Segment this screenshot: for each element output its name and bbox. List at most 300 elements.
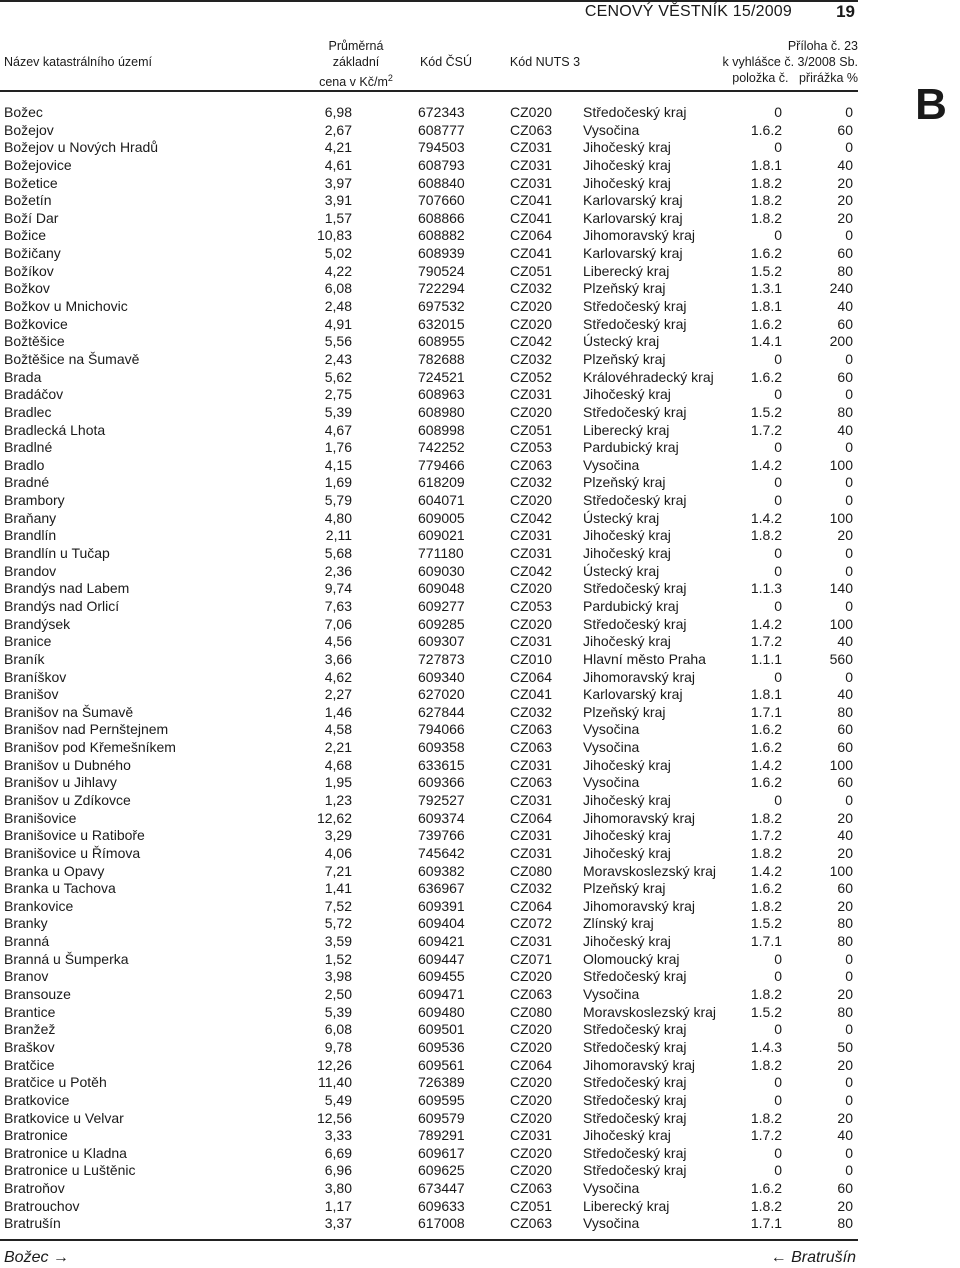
average-price: 5,39 (324, 403, 352, 420)
table-row (0, 686, 858, 704)
price-table (0, 104, 858, 1233)
nuts-code: CZ031 (510, 156, 553, 173)
header-csu-code: Kód ČSÚ (419, 55, 473, 69)
cadastral-name: Brandýsek (4, 615, 71, 632)
csu-code: 609480 (418, 1003, 465, 1020)
surcharge-percent: 20 (837, 1109, 853, 1126)
footer-first-entry: Božec → (4, 1249, 69, 1266)
csu-code: 609625 (418, 1162, 465, 1179)
csu-code: 609030 (418, 562, 465, 579)
nuts-code: CZ020 (510, 615, 553, 632)
table-row (0, 457, 858, 475)
average-price: 1,69 (324, 474, 352, 491)
item-number: 1.4.1 (750, 333, 782, 350)
region: Jihočeský kraj (583, 791, 671, 808)
cadastral-name: Božkov (4, 280, 50, 297)
average-price: 3,29 (324, 827, 352, 844)
nuts-code: CZ020 (510, 1109, 553, 1126)
item-number: 1.4.2 (750, 756, 782, 773)
average-price: 7,06 (324, 615, 352, 632)
average-price: 6,69 (324, 1144, 352, 1161)
cadastral-name: Brandýs nad Orlicí (4, 597, 120, 614)
surcharge-percent: 40 (837, 1127, 853, 1144)
surcharge-percent: 0 (845, 597, 853, 614)
average-price: 7,21 (324, 862, 352, 879)
nuts-code: CZ032 (510, 280, 553, 297)
cadastral-name: Branišov pod Křemešníkem (4, 739, 176, 756)
item-number: 1.8.1 (750, 156, 782, 173)
item-number: 1.4.2 (750, 615, 782, 632)
region: Středočeský kraj (583, 580, 687, 597)
nuts-code: CZ032 (510, 474, 553, 491)
csu-code: 742252 (418, 439, 465, 456)
average-price: 2,43 (324, 350, 352, 367)
item-number: 1.8.2 (750, 897, 782, 914)
item-number: 0 (774, 791, 782, 808)
cadastral-name: Brandov (4, 562, 57, 579)
cadastral-name: Bradlo (4, 456, 45, 473)
nuts-code: CZ053 (510, 597, 553, 614)
average-price: 1,23 (324, 791, 352, 808)
cadastral-name: Branišovice u Římova (4, 844, 141, 861)
average-price: 3,33 (324, 1127, 352, 1144)
average-price: 4,58 (324, 721, 352, 738)
table-row (0, 474, 858, 492)
table-row (0, 1039, 858, 1057)
surcharge-percent: 20 (837, 192, 853, 209)
region: Ústecký kraj (583, 562, 660, 579)
table-row (0, 951, 858, 969)
table-row (0, 316, 858, 334)
nuts-code: CZ063 (510, 121, 553, 138)
region: Středočeský kraj (583, 968, 687, 985)
surcharge-percent: 140 (829, 580, 853, 597)
cadastral-name: Bradáčov (4, 386, 64, 403)
surcharge-percent: 100 (829, 615, 853, 632)
csu-code: 609374 (418, 809, 465, 826)
surcharge-percent: 0 (845, 350, 853, 367)
average-price: 9,78 (324, 1038, 352, 1055)
average-price: 7,63 (324, 597, 352, 614)
csu-code: 609307 (418, 633, 465, 650)
cadastral-name: Bratkovice u Velvar (4, 1109, 124, 1126)
average-price: 4,91 (324, 315, 352, 332)
region: Moravskoslezský kraj (583, 862, 717, 879)
average-price: 9,74 (324, 580, 352, 597)
csu-code: 636967 (418, 880, 465, 897)
cadastral-name: Božec (4, 104, 43, 120)
nuts-code: CZ063 (510, 774, 553, 791)
table-row (0, 122, 858, 140)
region: Hlavní město Praha (583, 650, 706, 667)
nuts-code: CZ031 (510, 386, 553, 403)
item-number: 1.5.2 (750, 915, 782, 932)
nuts-code: CZ031 (510, 756, 553, 773)
table-row (0, 1215, 858, 1233)
item-number: 1.1.1 (750, 650, 782, 667)
region: Středočeský kraj (583, 1144, 687, 1161)
item-number: 1.4.2 (750, 456, 782, 473)
surcharge-percent: 60 (837, 121, 853, 138)
average-price: 2,50 (324, 986, 352, 1003)
nuts-code: CZ063 (510, 1180, 553, 1197)
item-number: 1.6.2 (750, 739, 782, 756)
average-price: 2,36 (324, 562, 352, 579)
region: Jihočeský kraj (583, 827, 671, 844)
average-price: 1,41 (324, 880, 352, 897)
item-number: 1.7.1 (750, 703, 782, 720)
table-row (0, 139, 858, 157)
csu-code: 792527 (418, 791, 465, 808)
average-price: 4,56 (324, 633, 352, 650)
table-row (0, 915, 858, 933)
surcharge-percent: 20 (837, 986, 853, 1003)
header-price-superscript: 2 (387, 73, 393, 83)
table-row (0, 369, 858, 387)
surcharge-percent: 200 (829, 333, 853, 350)
cadastral-name: Branná (4, 933, 50, 950)
table-row (0, 616, 858, 634)
item-number: 1.8.2 (750, 174, 782, 191)
table-row (0, 298, 858, 316)
table-row (0, 1110, 858, 1128)
nuts-code: CZ031 (510, 791, 553, 808)
csu-code: 609501 (418, 1021, 465, 1038)
region: Zlínský kraj (583, 915, 654, 932)
item-number: 0 (774, 968, 782, 985)
item-number: 0 (774, 668, 782, 685)
nuts-code: CZ051 (510, 1197, 553, 1214)
csu-code: 627020 (418, 686, 465, 703)
item-number: 1.7.1 (750, 933, 782, 950)
cadastral-name: Brambory (4, 492, 65, 509)
surcharge-percent: 60 (837, 368, 853, 385)
region: Jihočeský kraj (583, 633, 671, 650)
region: Jihočeský kraj (583, 386, 671, 403)
csu-code: 608882 (418, 227, 465, 244)
surcharge-percent: 20 (837, 1197, 853, 1214)
item-number: 1.1.3 (750, 580, 782, 597)
surcharge-percent: 100 (829, 456, 853, 473)
region: Vysočina (583, 456, 640, 473)
csu-code: 608980 (418, 403, 465, 420)
csu-code: 609595 (418, 1091, 465, 1108)
nuts-code: CZ020 (510, 1038, 553, 1055)
csu-code: 609366 (418, 774, 465, 791)
cadastral-name: Bransouze (4, 986, 71, 1003)
surcharge-percent: 40 (837, 156, 853, 173)
region: Karlovarský kraj (583, 245, 683, 262)
csu-code: 609277 (418, 597, 465, 614)
csu-code: 724521 (418, 368, 465, 385)
cadastral-name: Bratrušín (4, 1215, 61, 1232)
nuts-code: CZ063 (510, 986, 553, 1003)
item-number: 1.5.2 (750, 403, 782, 420)
csu-code: 771180 (418, 545, 464, 562)
surcharge-percent: 20 (837, 809, 853, 826)
cadastral-name: Branišovice u Ratiboře (4, 827, 145, 844)
table-row (0, 1127, 858, 1145)
section-letter-tab: B (902, 75, 960, 135)
table-row (0, 827, 858, 845)
average-price: 4,06 (324, 844, 352, 861)
table-row (0, 651, 858, 669)
surcharge-percent: 0 (845, 386, 853, 403)
nuts-code: CZ064 (510, 897, 553, 914)
item-number: 1.6.2 (750, 368, 782, 385)
header-rule (0, 90, 858, 92)
cadastral-name: Bradlec (4, 403, 52, 420)
table-row (0, 721, 858, 739)
surcharge-percent: 80 (837, 915, 853, 932)
header-price-line2: základní (332, 55, 380, 69)
cadastral-name: Božtěšice (4, 333, 65, 350)
cadastral-name: Božice (4, 227, 47, 244)
cadastral-name: Branišov u Zdíkovce (4, 791, 131, 808)
nuts-code: CZ063 (510, 739, 553, 756)
surcharge-percent: 0 (845, 562, 853, 579)
surcharge-percent: 60 (837, 245, 853, 262)
average-price: 1,17 (324, 1197, 352, 1214)
average-price: 11,40 (318, 1074, 352, 1091)
nuts-code: CZ031 (510, 1127, 553, 1144)
average-price: 10,83 (316, 227, 352, 244)
nuts-code: CZ041 (510, 245, 553, 262)
nuts-code: CZ080 (510, 1003, 553, 1020)
table-row (0, 175, 858, 193)
nuts-code: CZ031 (510, 827, 553, 844)
cadastral-name: Brandýs nad Labem (4, 580, 130, 597)
table-row (0, 104, 858, 122)
table-row (0, 404, 858, 422)
average-price: 1,95 (324, 774, 352, 791)
average-price: 12,26 (316, 1056, 352, 1073)
surcharge-percent: 0 (845, 139, 853, 156)
average-price: 4,67 (324, 421, 352, 438)
item-number: 1.8.1 (750, 298, 782, 315)
item-number: 0 (774, 597, 782, 614)
csu-code: 609447 (418, 950, 465, 967)
item-number: 0 (774, 1074, 782, 1091)
cadastral-name: Branišov (4, 686, 59, 703)
item-number: 1.4.3 (750, 1038, 782, 1055)
average-price: 2,21 (324, 739, 352, 756)
csu-code: 609536 (418, 1038, 465, 1055)
item-number: 1.4.2 (750, 509, 782, 526)
csu-code: 609358 (418, 739, 465, 756)
item-number: 1.8.2 (750, 986, 782, 1003)
nuts-code: CZ053 (510, 439, 553, 456)
table-row (0, 845, 858, 863)
table-row (0, 580, 858, 598)
table-row (0, 157, 858, 175)
csu-code: 697532 (418, 298, 465, 315)
average-price: 5,39 (324, 1003, 352, 1020)
cadastral-name: Božtěšice na Šumavě (4, 350, 140, 367)
item-number: 0 (774, 1162, 782, 1179)
surcharge-percent: 20 (837, 527, 853, 544)
csu-code: 608963 (418, 386, 465, 403)
average-price: 5,02 (324, 245, 352, 262)
nuts-code: CZ031 (510, 933, 553, 950)
region: Karlovarský kraj (583, 209, 683, 226)
nuts-code: CZ051 (510, 421, 553, 438)
region: Středočeský kraj (583, 1038, 687, 1055)
csu-code: 609633 (418, 1197, 465, 1214)
region: Jihočeský kraj (583, 844, 671, 861)
nuts-code: CZ042 (510, 509, 553, 526)
item-number: 0 (774, 474, 782, 491)
surcharge-percent: 40 (837, 827, 853, 844)
item-number: 1.8.2 (750, 1197, 782, 1214)
average-price: 3,59 (324, 933, 352, 950)
table-row (0, 492, 858, 510)
region: Jihočeský kraj (583, 527, 671, 544)
average-price: 7,52 (324, 897, 352, 914)
nuts-code: CZ031 (510, 545, 553, 562)
surcharge-percent: 60 (837, 774, 853, 791)
csu-code: 633615 (418, 756, 465, 773)
cadastral-name: Božejov (4, 121, 54, 138)
item-number: 1.5.2 (750, 1003, 782, 1020)
csu-code: 609421 (418, 933, 465, 950)
surcharge-percent: 40 (837, 421, 853, 438)
region: Vysočina (583, 986, 640, 1003)
cadastral-name: Božičany (4, 245, 61, 262)
table-row (0, 1074, 858, 1092)
surcharge-percent: 0 (845, 791, 853, 808)
csu-code: 609455 (418, 968, 465, 985)
surcharge-percent: 0 (845, 1091, 853, 1108)
table-row (0, 1021, 858, 1039)
average-price: 2,75 (324, 386, 352, 403)
item-number: 1.6.2 (750, 774, 782, 791)
table-row (0, 1180, 858, 1198)
region: Středočeský kraj (583, 403, 687, 420)
header-annex-line1: Příloha č. 23 (787, 39, 858, 53)
nuts-code: CZ051 (510, 262, 553, 279)
header-annex (678, 38, 858, 86)
csu-code: 608998 (418, 421, 465, 438)
table-row (0, 227, 858, 245)
region: Jihomoravský kraj (583, 897, 696, 914)
region: Středočeský kraj (583, 1091, 687, 1108)
nuts-code: CZ063 (510, 456, 553, 473)
region: Plzeňský kraj (583, 350, 666, 367)
surcharge-percent: 0 (845, 492, 853, 509)
header-price-unit: cena v Kč/m (319, 75, 388, 90)
region: Liberecký kraj (583, 421, 670, 438)
csu-code: 790524 (418, 262, 465, 279)
column-headers (0, 38, 858, 90)
region: Vysočina (583, 739, 640, 756)
csu-code: 604071 (418, 492, 465, 509)
table-row (0, 933, 858, 951)
csu-code: 745642 (418, 844, 465, 861)
cadastral-name: Branžež (4, 1021, 56, 1038)
table-row (0, 192, 858, 210)
region: Královéhradecký kraj (583, 368, 714, 385)
region: Středočeský kraj (583, 104, 687, 120)
table-row (0, 633, 858, 651)
surcharge-percent: 60 (837, 1180, 853, 1197)
nuts-code: CZ020 (510, 1144, 553, 1161)
region: Středočeský kraj (583, 492, 687, 509)
table-row (0, 263, 858, 281)
cadastral-name: Bradlecká Lhota (4, 421, 106, 438)
cadastral-name: Braškov (4, 1038, 55, 1055)
csu-code: 618209 (418, 474, 465, 491)
surcharge-percent: 80 (837, 703, 853, 720)
average-price: 12,56 (316, 1109, 352, 1126)
item-number: 0 (774, 950, 782, 967)
csu-code: 608777 (418, 121, 465, 138)
cadastral-name: Branice (4, 633, 52, 650)
table-row (0, 1162, 858, 1180)
region: Liberecký kraj (583, 1197, 670, 1214)
table-row (0, 1004, 858, 1022)
nuts-code: CZ042 (510, 562, 553, 579)
region: Jihočeský kraj (583, 756, 671, 773)
surcharge-percent: 40 (837, 686, 853, 703)
item-number: 1.8.2 (750, 844, 782, 861)
cadastral-name: Božetín (4, 192, 52, 209)
average-price: 2,48 (324, 298, 352, 315)
item-number: 0 (774, 227, 782, 244)
cadastral-name: Brantice (4, 1003, 56, 1020)
region: Karlovarský kraj (583, 686, 683, 703)
item-number: 1.6.2 (750, 121, 782, 138)
csu-code: 609285 (418, 615, 465, 632)
item-number: 0 (774, 545, 782, 562)
csu-code: 794503 (418, 139, 465, 156)
region: Vysočina (583, 1180, 640, 1197)
table-row (0, 968, 858, 986)
table-row (0, 527, 858, 545)
surcharge-percent: 20 (837, 897, 853, 914)
surcharge-percent: 100 (829, 509, 853, 526)
cadastral-name: Božkov u Mnichovic (4, 298, 128, 315)
nuts-code: CZ064 (510, 1056, 553, 1073)
nuts-code: CZ010 (510, 650, 553, 667)
table-row (0, 774, 858, 792)
surcharge-percent: 0 (845, 104, 853, 120)
csu-code: 739766 (418, 827, 465, 844)
item-number: 1.8.2 (750, 192, 782, 209)
nuts-code: CZ041 (510, 209, 553, 226)
cadastral-name: Braníškov (4, 668, 67, 685)
region: Vysočina (583, 121, 640, 138)
cadastral-name: Bratronice u Kladna (4, 1144, 127, 1161)
nuts-code: CZ020 (510, 1074, 553, 1091)
cadastral-name: Bratroňov (4, 1180, 65, 1197)
region: Olomoucký kraj (583, 950, 680, 967)
nuts-code: CZ041 (510, 192, 553, 209)
surcharge-percent: 60 (837, 739, 853, 756)
item-number: 1.7.2 (750, 633, 782, 650)
average-price: 5,68 (324, 545, 352, 562)
nuts-code: CZ041 (510, 686, 553, 703)
header-annex-line3: položka č. přirážka % (732, 71, 858, 85)
region: Jihočeský kraj (583, 1127, 671, 1144)
table-row (0, 810, 858, 828)
cadastral-name: Božejov u Nových Hradů (4, 139, 159, 156)
cadastral-name: Braňany (4, 509, 57, 526)
csu-code: 727873 (418, 650, 465, 667)
table-row (0, 1057, 858, 1075)
header-annex-line2: k vyhlášce č. 3/2008 Sb. (722, 55, 858, 69)
average-price: 4,15 (324, 456, 352, 473)
